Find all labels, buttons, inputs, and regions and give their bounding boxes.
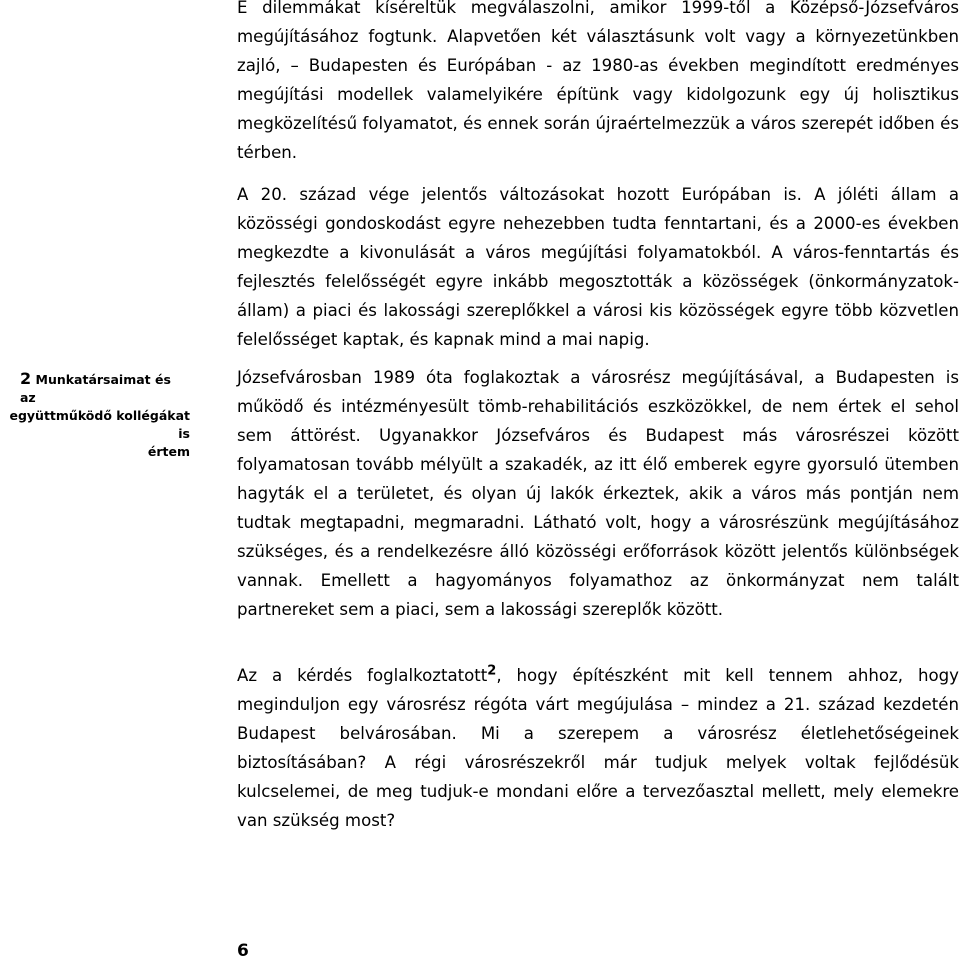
paragraph-2: A 20. század vége jelentős változásokat hozott Európában is. A jóléti állam a közösségi gondoskodást egyre nehezebben tudta fenntartani, és a 2000-es években megkezdte a kivonulását a város megújítási folyamatokból. A város-fenntartás és fejlesztés felelősségét egyre inkább megosztották a közösségek (önkormányzatok-állam) a piaci és lakossági szereplőkkel a városi kis közösségek egyre több közvetlen felelősséget kaptak, és kapnak mind a mai napig. <box>237 185 959 349</box>
footnote-text-line-3: értem <box>147 444 190 459</box>
footnote-number: 2 <box>20 369 32 388</box>
side-footnote <box>0 370 190 461</box>
paragraph-1: E dilemmákat kíséreltük megválaszolni, amikor 1999-től a Középső-Józsefváros megújításához fogtunk. Alapvetően két választásunk volt vagy a környezetünkben zajló, – Budapesten és Európában - az 1980-as években megindított eredményes megújítási modellek valamelyikére építünk vagy kidolgozunk egy új holisztikus megközelítésű folyamatot, és ennek során újraértelmezzük a város szerepét időben és térben. <box>237 0 959 162</box>
paragraph-4-text-end: , hogy építészként mit kell tennem ahhoz, hogy meginduljon egy városrész régóta várt megújulása – mindez a 21. század kezdetén Budapest belvárosában. Mi a szerepem a városrész életlehetőségeinek biztosításában? A régi városrészekről már tudjuk melyek voltak fejlődésük kulcselemei, de meg tudjuk-e mondani előre a tervezőasztal mellett, mely elemekre van szükség most? <box>237 666 959 830</box>
footnote-reference: 2 <box>487 663 497 679</box>
footnote-text-line-1: Munkatársaimat és az <box>20 372 171 405</box>
footnote-text-line-2: együttműködő kollégákat is <box>9 408 190 441</box>
paragraph-4-text-start: Az a kérdés foglalkoztatott <box>237 666 488 685</box>
footnote-line-1 <box>0 370 190 407</box>
paragraph-4 <box>237 661 959 835</box>
paragraph-3: Józsefvárosban 1989 óta foglakoztak a városrész megújításával, a Budapesten is működő és intézményesült tömb-rehabilitációs eszközökkel, de nem értek el sehol sem áttörést. Ugyanakkor Józsefváros és Budapest más városrészei között folyamatosan tovább mélyült a szakadék, az itt élő emberek egyre gyorsuló ütemben hagyták el a területet, és olyan új lakók érkeztek, akik a város más pontján nem tudtak megtapadni, megmaradni. Látható volt, hogy a városrészünk megújításához szükséges, és a rendelkezésre álló közösségi erőforrások között jelentős különbségek vannak. Emellett a hagyományos folyamathoz az önkormányzat nem talált partnereket sem a piaci, sem a lakossági szereplők között. <box>237 368 959 619</box>
page-number: 6 <box>237 941 249 961</box>
